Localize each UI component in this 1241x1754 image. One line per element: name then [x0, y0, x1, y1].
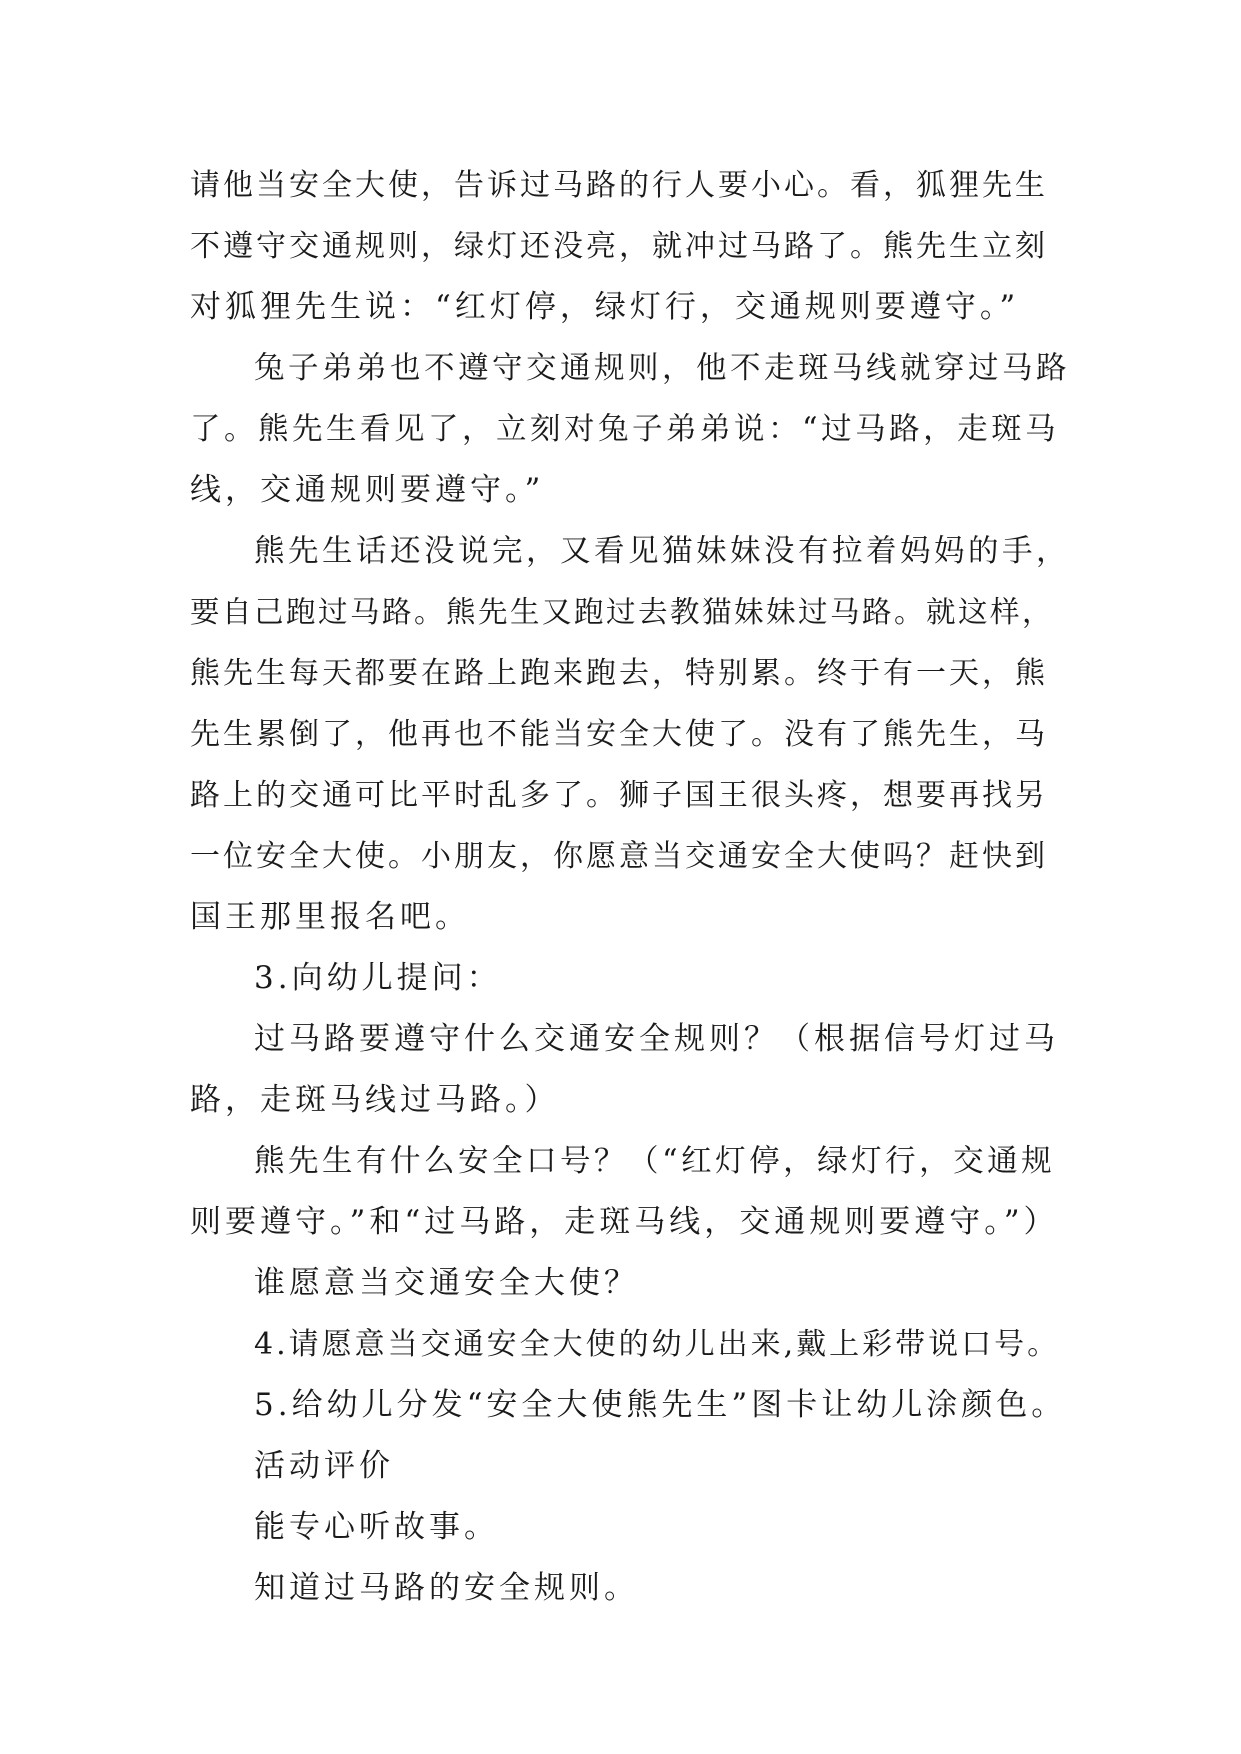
text-line: 对狐狸先生说：“红灯停，绿灯行，交通规则要遵守。”	[190, 289, 1020, 325]
text-line: 要自己跑过马路。熊先生又跑过去教猫妹妹过马路。就这样，	[190, 595, 1055, 629]
text-line: 线，交通规则要遵守。”	[190, 472, 545, 508]
question-line: 熊先生有什么安全口号？（“红灯停，绿灯行，交通规	[254, 1144, 1056, 1179]
step-line: 5.给幼儿分发“安全大使熊先生”图卡让幼儿涂颜色。	[254, 1387, 1067, 1423]
evaluation-item: 能专心听故事。	[254, 1509, 499, 1545]
evaluation-item: 知道过马路的安全规则。	[254, 1570, 639, 1606]
text-line: 一位安全大使。小朋友，你愿意当交通安全大使吗？赶快到	[190, 839, 1048, 874]
text-line: 请他当安全大使，告诉过马路的行人要小心。看，狐狸先生	[190, 168, 1048, 203]
section-heading: 活动评价	[254, 1448, 394, 1484]
step-line: 4.请愿意当交通安全大使的幼儿出来,戴上彩带说口号。	[254, 1327, 1061, 1362]
document-body	[190, 155, 1070, 1619]
question-line: 过马路要遵守什么交通安全规则？（根据信号灯过马	[254, 1021, 1059, 1057]
text-line: 路，走斑马线过马路。）	[190, 1082, 560, 1118]
text-line: 国王那里报名吧。	[190, 899, 470, 935]
text-line: 不遵守交通规则，绿灯还没亮，就冲过马路了。熊先生立刻	[190, 229, 1048, 264]
text-line: 了。熊先生看见了，立刻对兔子弟弟说：“过马路，走斑马	[190, 412, 1060, 447]
text-line: 先生累倒了，他再也不能当安全大使了。没有了熊先生，马	[190, 717, 1048, 752]
text-line: 则要遵守。”和“过马路，走斑马线，交通规则要遵守。”）	[190, 1204, 1059, 1240]
text-line: 路上的交通可比平时乱多了。狮子国王很头疼，想要再找另	[190, 778, 1048, 813]
step-heading: 3.向幼儿提问：	[254, 960, 502, 996]
question-line: 谁愿意当交通安全大使？	[254, 1265, 639, 1301]
text-line: 熊先生话还没说完，又看见猫妹妹没有拉着妈妈的手，	[254, 534, 1070, 569]
text-line: 熊先生每天都要在路上跑来跑去，特别累。终于有一天，熊	[190, 656, 1048, 691]
text-line: 兔子弟弟也不遵守交通规则，他不走斑马线就穿过马路	[254, 351, 1070, 386]
